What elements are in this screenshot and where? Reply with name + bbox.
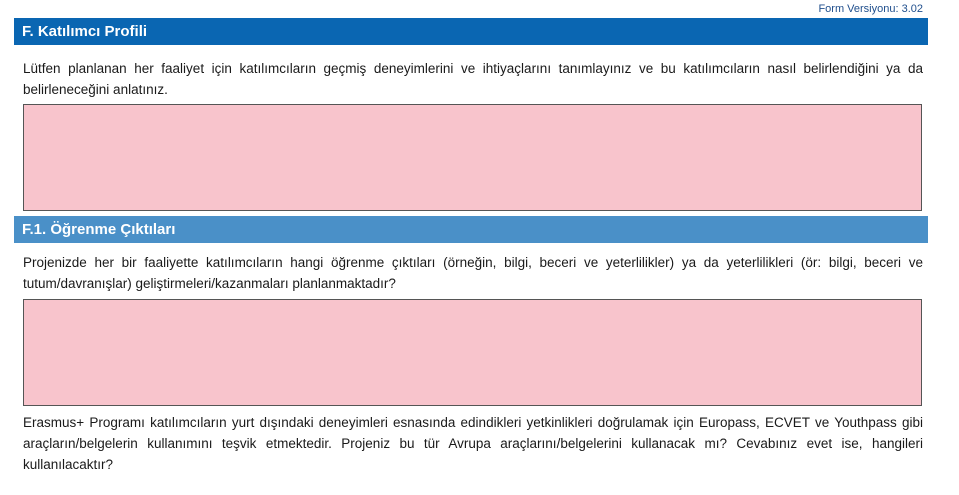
question-european-tools: Erasmus+ Programı katılımcıların yurt dışındaki deneyimleri esnasında edindikleri yetkinlikleri doğrulamak için Europass, ECVET ve Youthpass gibi araçların/belgelerin kullanımını teşvik etmektedir. Projeniz bu tür Avrupa araçlarını/belgelerini kullanacak mı? Cevabınız evet ise, hangileri kullanılacaktır? (23, 415, 923, 472)
section-header-participant-profile (14, 18, 928, 45)
answer-field-learning-outcomes[interactable] (23, 299, 922, 406)
section-header-learning-outcomes (14, 216, 928, 243)
answer-field-participant-profile[interactable] (23, 104, 922, 211)
question-learning-outcomes: Projenizde her bir faaliyette katılımcıların hangi öğrenme çıktıları (örneğin, bilgi, beceri ve yeterlilikler) ya da yeterlilikleri (ör: bilgi, beceri ve tutum/davranışlar) geliştirmeleri/kazanmaları planlanmaktadır? (23, 255, 923, 291)
section-title: F.1. Öğrenme Çıktıları (22, 221, 176, 238)
section-title: F. Katılımcı Profili (22, 23, 148, 40)
question-participant-profile: Lütfen planlanan her faaliyet için katılımcıların geçmiş deneyimlerini ve ihtiyaçlarını tanımlayınız ve bu katılımcıların nasıl belirlendiğini ya da belirleneceğini anlatınız. (23, 61, 923, 97)
form-version-label: Form Versiyonu: 3.02 (818, 3, 923, 15)
